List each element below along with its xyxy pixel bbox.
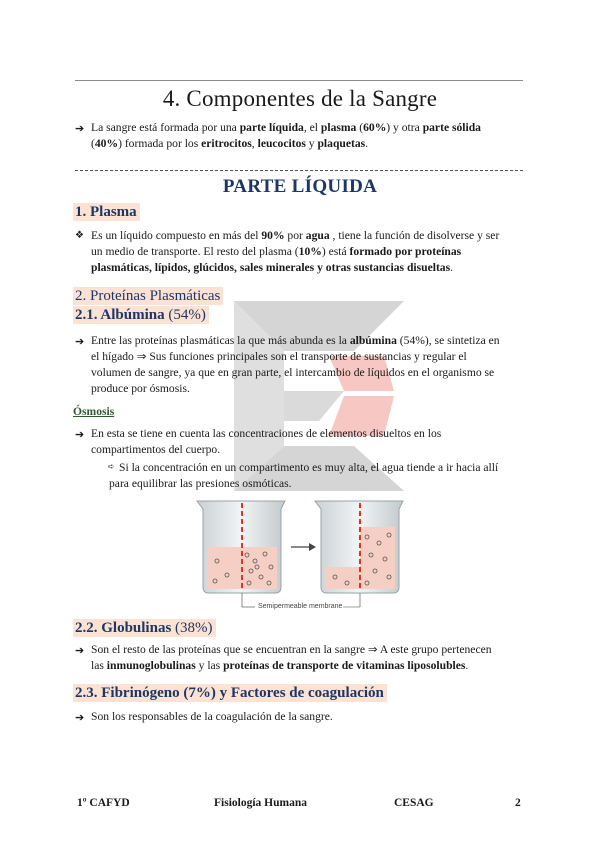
section-title: PARTE LÍQUIDA xyxy=(222,176,378,197)
globulinas-paragraph: Son el resto de las proteínas que se encuentran en la sangre ⇒ A este grupo pertenecen las inmunoglobulinas y las proteínas de transporte de vitaminas liposolubles. xyxy=(91,643,492,672)
beaker-after xyxy=(315,501,403,593)
section-divider xyxy=(75,170,523,171)
beaker-before xyxy=(197,501,285,593)
arrow-icon: ➔ xyxy=(75,336,85,348)
proteinas-heading: 2. Proteínas Plasmáticas xyxy=(73,287,223,305)
plasma-heading: 1. Plasma xyxy=(73,203,140,221)
plasma-paragraph: Es un líquido compuesto en más del 90% por agua , tiene la función de disolverse y ser un medio de transporte. El resto del plasma (10%) está formado por proteínas plasmáticas, lípidos, glúcidos, sales minerales y otras sustancias disueltas. xyxy=(91,229,500,274)
footer-subject: Fisiología Humana xyxy=(214,797,307,809)
albumina-heading: 2.1. Albúmina (54%) xyxy=(73,306,209,324)
fibrinogeno-paragraph: Son los responsables de la coagulación de la sangre. xyxy=(91,710,333,723)
footer-course: 1º CAFYD xyxy=(77,797,130,809)
small-arrow-icon: ➪ xyxy=(108,462,115,471)
top-rule xyxy=(75,80,523,81)
intro-paragraph: La sangre está formada por una parte líquida, el plasma (60%) y otra parte sólida (40%) formada por los eritrocitos, leucocitos y plaquetas. xyxy=(91,121,481,150)
osmosis-subpoint-cont: para equilibrar las presiones osmóticas. xyxy=(109,477,292,490)
globulinas-heading: 2.2. Globulinas (38%) xyxy=(73,619,216,637)
arrow-icon: ➔ xyxy=(75,123,85,135)
fibrinogeno-heading: 2.3. Fibrinógeno (7%) y Factores de coagulación xyxy=(73,684,387,702)
page-number: 2 xyxy=(515,797,521,809)
diamond-icon: ❖ xyxy=(75,230,84,241)
osmosis-paragraph: En esta se tiene en cuenta las concentraciones de elementos disueltos en los compartimentos del cuerpo. xyxy=(91,427,442,456)
osmosis-figure xyxy=(195,497,410,617)
albumina-paragraph: Entre las proteínas plasmáticas la que más abunda es la albúmina (54%), se sintetiza en el hígado ⇒ Sus funciones principales son el transporte de sustancias y regular el volumen de sangre, ya que en gran parte, el intercambio de líquidos en el organismo se produce por ósmosis. xyxy=(91,334,500,395)
arrow-icon: ➔ xyxy=(75,429,85,441)
arrow-icon: ➔ xyxy=(75,712,85,724)
figure-caption: Semipermeable membrane xyxy=(258,603,343,610)
page-title: 4. Componentes de la Sangre xyxy=(162,86,438,111)
osmosis-subpoint: Si la concentración en un compartimento es muy alta, el agua tiende a ir hacia allí xyxy=(119,461,499,474)
footer-institution: CESAG xyxy=(394,797,434,809)
osmosis-label: Ósmosis xyxy=(73,405,115,418)
arrow-icon: ➔ xyxy=(75,645,85,657)
